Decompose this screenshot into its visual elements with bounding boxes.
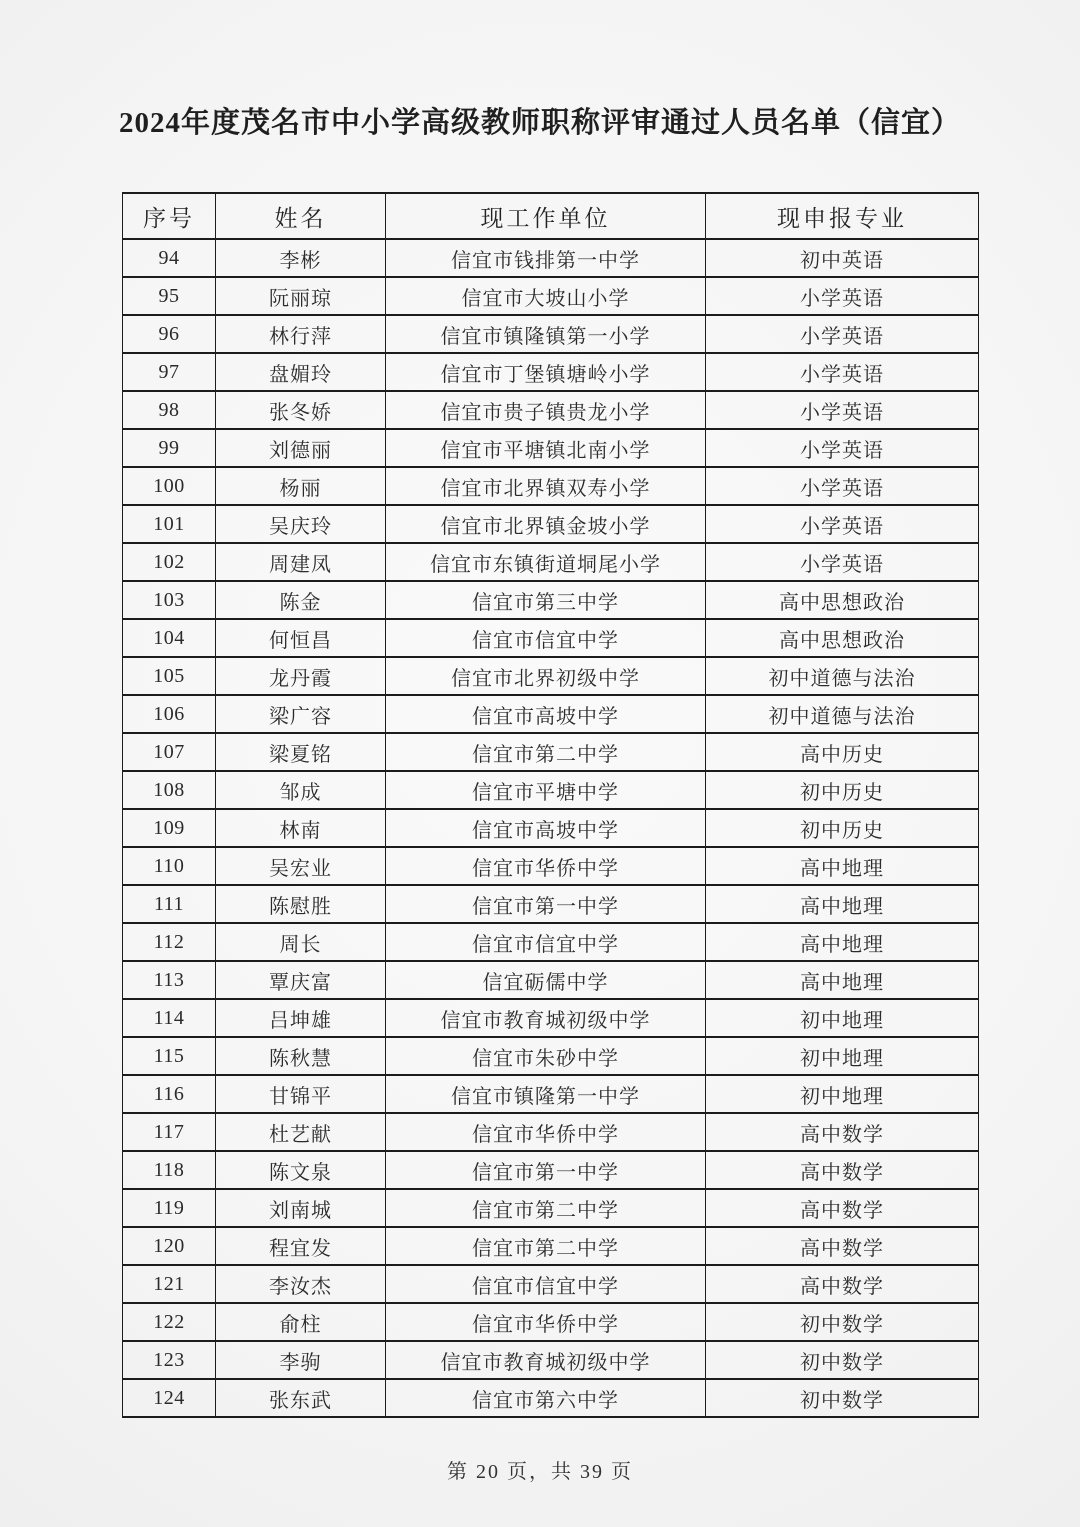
subject-cell: 小学英语 [706, 391, 979, 429]
index-cell: 114 [123, 999, 216, 1037]
table-row [123, 961, 979, 999]
unit-cell: 信宜市教育城初级中学 [386, 999, 706, 1037]
subject-cell: 小学英语 [706, 429, 979, 467]
index-cell: 99 [123, 429, 216, 467]
unit-cell: 信宜市华侨中学 [386, 847, 706, 885]
unit-cell: 信宜市北界镇金坡小学 [386, 505, 706, 543]
name-cell: 梁广容 [216, 695, 386, 733]
name-cell: 陈慰胜 [216, 885, 386, 923]
name-cell: 龙丹霞 [216, 657, 386, 695]
index-cell: 112 [123, 923, 216, 961]
table-header [123, 193, 979, 239]
name-cell: 周长 [216, 923, 386, 961]
index-cell: 105 [123, 657, 216, 695]
subject-cell: 高中地理 [706, 923, 979, 961]
unit-cell: 信宜市高坡中学 [386, 695, 706, 733]
unit-cell: 信宜市第二中学 [386, 733, 706, 771]
subject-cell: 小学英语 [706, 543, 979, 581]
unit-cell: 信宜市贵子镇贵龙小学 [386, 391, 706, 429]
unit-cell: 信宜市平塘中学 [386, 771, 706, 809]
subject-cell: 初中数学 [706, 1303, 979, 1341]
name-cell: 李驹 [216, 1341, 386, 1379]
name-cell: 梁夏铭 [216, 733, 386, 771]
subject-cell: 初中英语 [706, 239, 979, 277]
index-cell: 109 [123, 809, 216, 847]
table-row [123, 1075, 979, 1113]
header-name: 姓名 [216, 193, 386, 239]
name-cell: 杨丽 [216, 467, 386, 505]
subject-cell: 初中地理 [706, 1037, 979, 1075]
table-row [123, 657, 979, 695]
unit-cell: 信宜市第一中学 [386, 885, 706, 923]
table-row [123, 809, 979, 847]
name-cell: 盘媚玲 [216, 353, 386, 391]
subject-cell: 小学英语 [706, 277, 979, 315]
name-cell: 覃庆富 [216, 961, 386, 999]
name-cell: 陈秋慧 [216, 1037, 386, 1075]
subject-cell: 高中数学 [706, 1189, 979, 1227]
index-cell: 124 [123, 1379, 216, 1417]
name-cell: 张冬娇 [216, 391, 386, 429]
table-row [123, 885, 979, 923]
table-row [123, 581, 979, 619]
table-row [123, 315, 979, 353]
index-cell: 95 [123, 277, 216, 315]
name-cell: 陈金 [216, 581, 386, 619]
subject-cell: 高中地理 [706, 961, 979, 999]
unit-cell: 信宜市信宜中学 [386, 619, 706, 657]
unit-cell: 信宜市大坡山小学 [386, 277, 706, 315]
unit-cell: 信宜市第三中学 [386, 581, 706, 619]
page-title: 2024年度茂名市中小学高级教师职称评审通过人员名单（信宜） [118, 107, 961, 139]
unit-cell: 信宜市第二中学 [386, 1189, 706, 1227]
unit-cell: 信宜市华侨中学 [386, 1303, 706, 1341]
subject-cell: 高中思想政治 [706, 619, 979, 657]
unit-cell: 信宜市平塘镇北南小学 [386, 429, 706, 467]
index-cell: 104 [123, 619, 216, 657]
unit-cell: 信宜市镇隆第一中学 [386, 1075, 706, 1113]
table-row [123, 733, 979, 771]
index-cell: 97 [123, 353, 216, 391]
teacher-roster-table [122, 192, 979, 1418]
name-cell: 林行萍 [216, 315, 386, 353]
subject-cell: 小学英语 [706, 315, 979, 353]
name-cell: 刘德丽 [216, 429, 386, 467]
subject-cell: 初中道德与法治 [706, 657, 979, 695]
subject-cell: 高中历史 [706, 733, 979, 771]
index-cell: 113 [123, 961, 216, 999]
table-row [123, 239, 979, 277]
table-row [123, 999, 979, 1037]
index-cell: 100 [123, 467, 216, 505]
header-index: 序号 [123, 193, 216, 239]
table-row [123, 1151, 979, 1189]
unit-cell: 信宜市第二中学 [386, 1227, 706, 1265]
index-cell: 101 [123, 505, 216, 543]
table-row [123, 277, 979, 315]
unit-cell: 信宜市第六中学 [386, 1379, 706, 1417]
index-cell: 106 [123, 695, 216, 733]
unit-cell: 信宜市教育城初级中学 [386, 1341, 706, 1379]
subject-cell: 初中历史 [706, 771, 979, 809]
unit-cell: 信宜市钱排第一中学 [386, 239, 706, 277]
table-row [123, 1379, 979, 1417]
index-cell: 102 [123, 543, 216, 581]
name-cell: 陈文泉 [216, 1151, 386, 1189]
index-cell: 121 [123, 1265, 216, 1303]
subject-cell: 初中数学 [706, 1341, 979, 1379]
unit-cell: 信宜市镇隆镇第一小学 [386, 315, 706, 353]
unit-cell: 信宜市第一中学 [386, 1151, 706, 1189]
subject-cell: 高中思想政治 [706, 581, 979, 619]
table-row [123, 467, 979, 505]
table-row [123, 391, 979, 429]
unit-cell: 信宜市丁堡镇塘岭小学 [386, 353, 706, 391]
name-cell: 吴庆玲 [216, 505, 386, 543]
subject-cell: 初中历史 [706, 809, 979, 847]
unit-cell: 信宜市华侨中学 [386, 1113, 706, 1151]
table-row [123, 353, 979, 391]
index-cell: 117 [123, 1113, 216, 1151]
index-cell: 94 [123, 239, 216, 277]
table-row [123, 429, 979, 467]
index-cell: 108 [123, 771, 216, 809]
table-row [123, 619, 979, 657]
unit-cell: 信宜市北界初级中学 [386, 657, 706, 695]
unit-cell: 信宜市朱砂中学 [386, 1037, 706, 1075]
unit-cell: 信宜市高坡中学 [386, 809, 706, 847]
table-row [123, 771, 979, 809]
table-row [123, 1113, 979, 1151]
index-cell: 120 [123, 1227, 216, 1265]
unit-cell: 信宜市北界镇双寿小学 [386, 467, 706, 505]
name-cell: 林南 [216, 809, 386, 847]
table-row [123, 847, 979, 885]
subject-cell: 高中地理 [706, 885, 979, 923]
subject-cell: 初中地理 [706, 1075, 979, 1113]
name-cell: 吴宏业 [216, 847, 386, 885]
subject-cell: 高中地理 [706, 847, 979, 885]
index-cell: 119 [123, 1189, 216, 1227]
table-row [123, 1227, 979, 1265]
unit-cell: 信宜市信宜中学 [386, 923, 706, 961]
table-row [123, 1189, 979, 1227]
table-row [123, 1303, 979, 1341]
header-row [123, 193, 979, 239]
name-cell: 俞柱 [216, 1303, 386, 1341]
name-cell: 何恒昌 [216, 619, 386, 657]
index-cell: 96 [123, 315, 216, 353]
index-cell: 115 [123, 1037, 216, 1075]
name-cell: 吕坤雄 [216, 999, 386, 1037]
index-cell: 107 [123, 733, 216, 771]
name-cell: 刘南城 [216, 1189, 386, 1227]
table-row [123, 505, 979, 543]
unit-cell: 信宜砺儒中学 [386, 961, 706, 999]
name-cell: 程宜发 [216, 1227, 386, 1265]
table-row [123, 1265, 979, 1303]
subject-cell: 小学英语 [706, 467, 979, 505]
name-cell: 周建凤 [216, 543, 386, 581]
subject-cell: 高中数学 [706, 1151, 979, 1189]
table-row [123, 695, 979, 733]
header-subject: 现申报专业 [706, 193, 979, 239]
name-cell: 邹成 [216, 771, 386, 809]
name-cell: 李汝杰 [216, 1265, 386, 1303]
unit-cell: 信宜市东镇街道垌尾小学 [386, 543, 706, 581]
name-cell: 张东武 [216, 1379, 386, 1417]
subject-cell: 初中道德与法治 [706, 695, 979, 733]
index-cell: 111 [123, 885, 216, 923]
subject-cell: 高中数学 [706, 1227, 979, 1265]
table-body [123, 239, 979, 1417]
table-row [123, 543, 979, 581]
subject-cell: 高中数学 [706, 1113, 979, 1151]
subject-cell: 小学英语 [706, 353, 979, 391]
index-cell: 98 [123, 391, 216, 429]
index-cell: 122 [123, 1303, 216, 1341]
index-cell: 103 [123, 581, 216, 619]
name-cell: 阮丽琼 [216, 277, 386, 315]
index-cell: 123 [123, 1341, 216, 1379]
subject-cell: 高中数学 [706, 1265, 979, 1303]
table-row [123, 923, 979, 961]
unit-cell: 信宜市信宜中学 [386, 1265, 706, 1303]
header-unit: 现工作单位 [386, 193, 706, 239]
page-number: 第 20 页，共 39 页 [447, 1461, 633, 1483]
table-row [123, 1037, 979, 1075]
table-row [123, 1341, 979, 1379]
name-cell: 甘锦平 [216, 1075, 386, 1113]
index-cell: 118 [123, 1151, 216, 1189]
subject-cell: 初中数学 [706, 1379, 979, 1417]
subject-cell: 小学英语 [706, 505, 979, 543]
name-cell: 李彬 [216, 239, 386, 277]
subject-cell: 初中地理 [706, 999, 979, 1037]
index-cell: 110 [123, 847, 216, 885]
index-cell: 116 [123, 1075, 216, 1113]
name-cell: 杜艺献 [216, 1113, 386, 1151]
